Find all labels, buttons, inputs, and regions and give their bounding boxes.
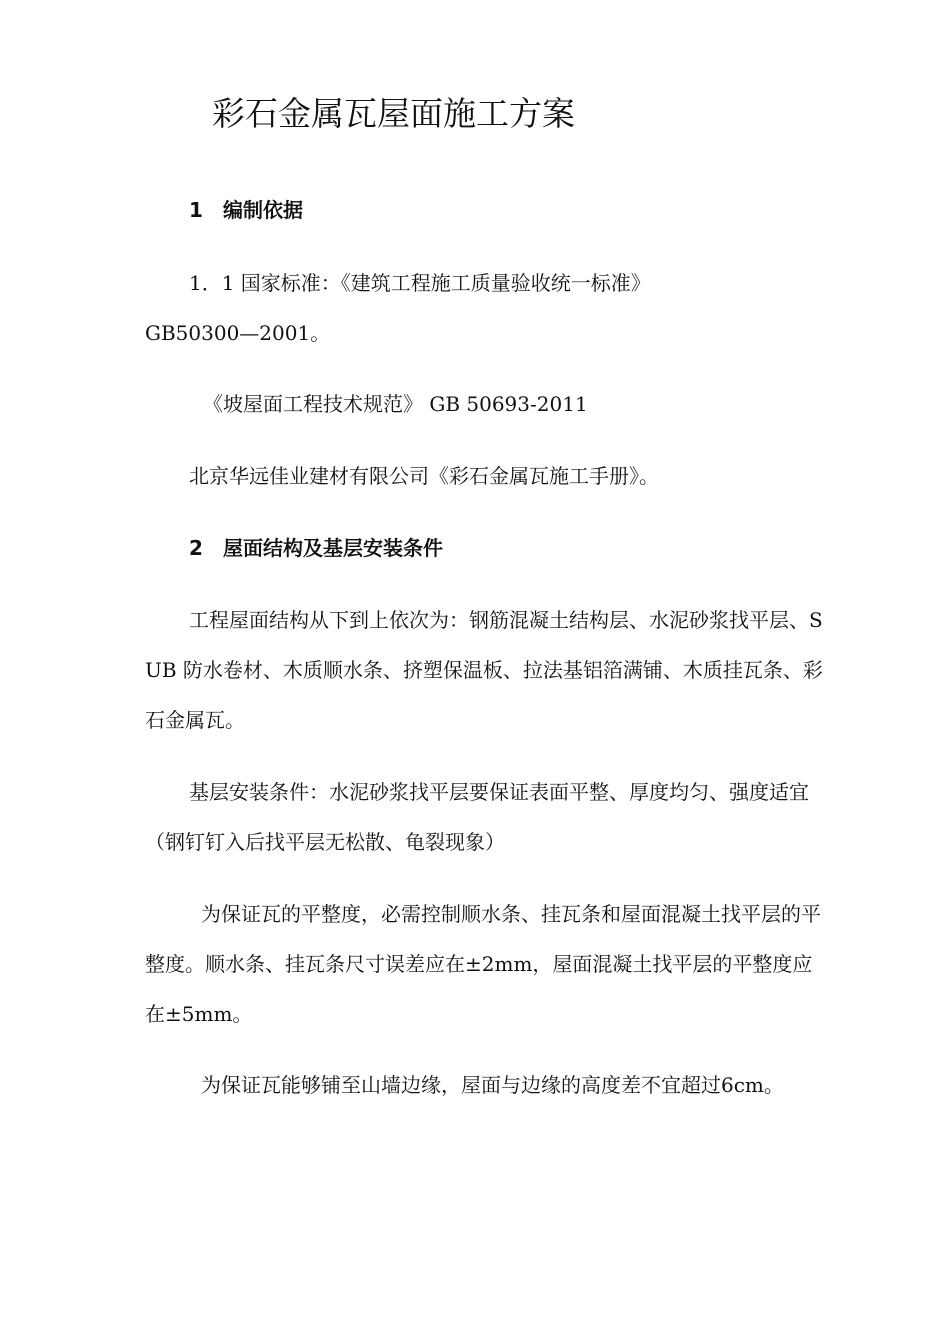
section-2-heading	[189, 533, 443, 563]
section-1-heading	[189, 195, 303, 225]
section-2-number: 2	[189, 536, 203, 560]
section-2-title: 屋面结构及基层安装条件	[223, 536, 443, 560]
section-1-title: 编制依据	[223, 198, 303, 222]
paragraph-base-conditions: 基层安装条件：水泥砂浆找平层要保证表面平整、厚度均匀、强度适宜（钢钉钉入后找平层无松散、龟裂现象）	[145, 780, 809, 854]
document-title: 彩石金属瓦屋面施工方案	[212, 94, 575, 133]
standard-2: 《坡屋面工程技术规范》 GB 50693-2011	[203, 392, 588, 416]
standard-1-line-1: 1．1 国家标准：《建筑工程施工质量验收统一标准》	[189, 271, 651, 295]
paragraph-gable-edge: 为保证瓦能够铺至山墙边缘，屋面与边缘的高度差不宜超过6cm。	[201, 1073, 784, 1097]
standard-1-line-2: GB50300—2001。	[145, 321, 331, 345]
paragraph-flatness: 为保证瓦的平整度，必需控制顺水条、挂瓦条和屋面混凝土找平层的平整度。顺水条、挂瓦条尺寸误差应在±2mm，屋面混凝土找平层的平整度应在±5mm。	[145, 902, 821, 1026]
paragraph-roof-structure: 工程屋面结构从下到上依次为：钢筋混凝土结构层、水泥砂浆找平层、SUB 防水卷材、木质顺水条、挤塑保温板、拉法基铝箔满铺、木质挂瓦条、彩石金属瓦。	[145, 608, 823, 732]
section-1-number: 1	[189, 198, 203, 222]
standard-3: 北京华远佳业建材有限公司《彩石金属瓦施工手册》。	[189, 464, 659, 488]
